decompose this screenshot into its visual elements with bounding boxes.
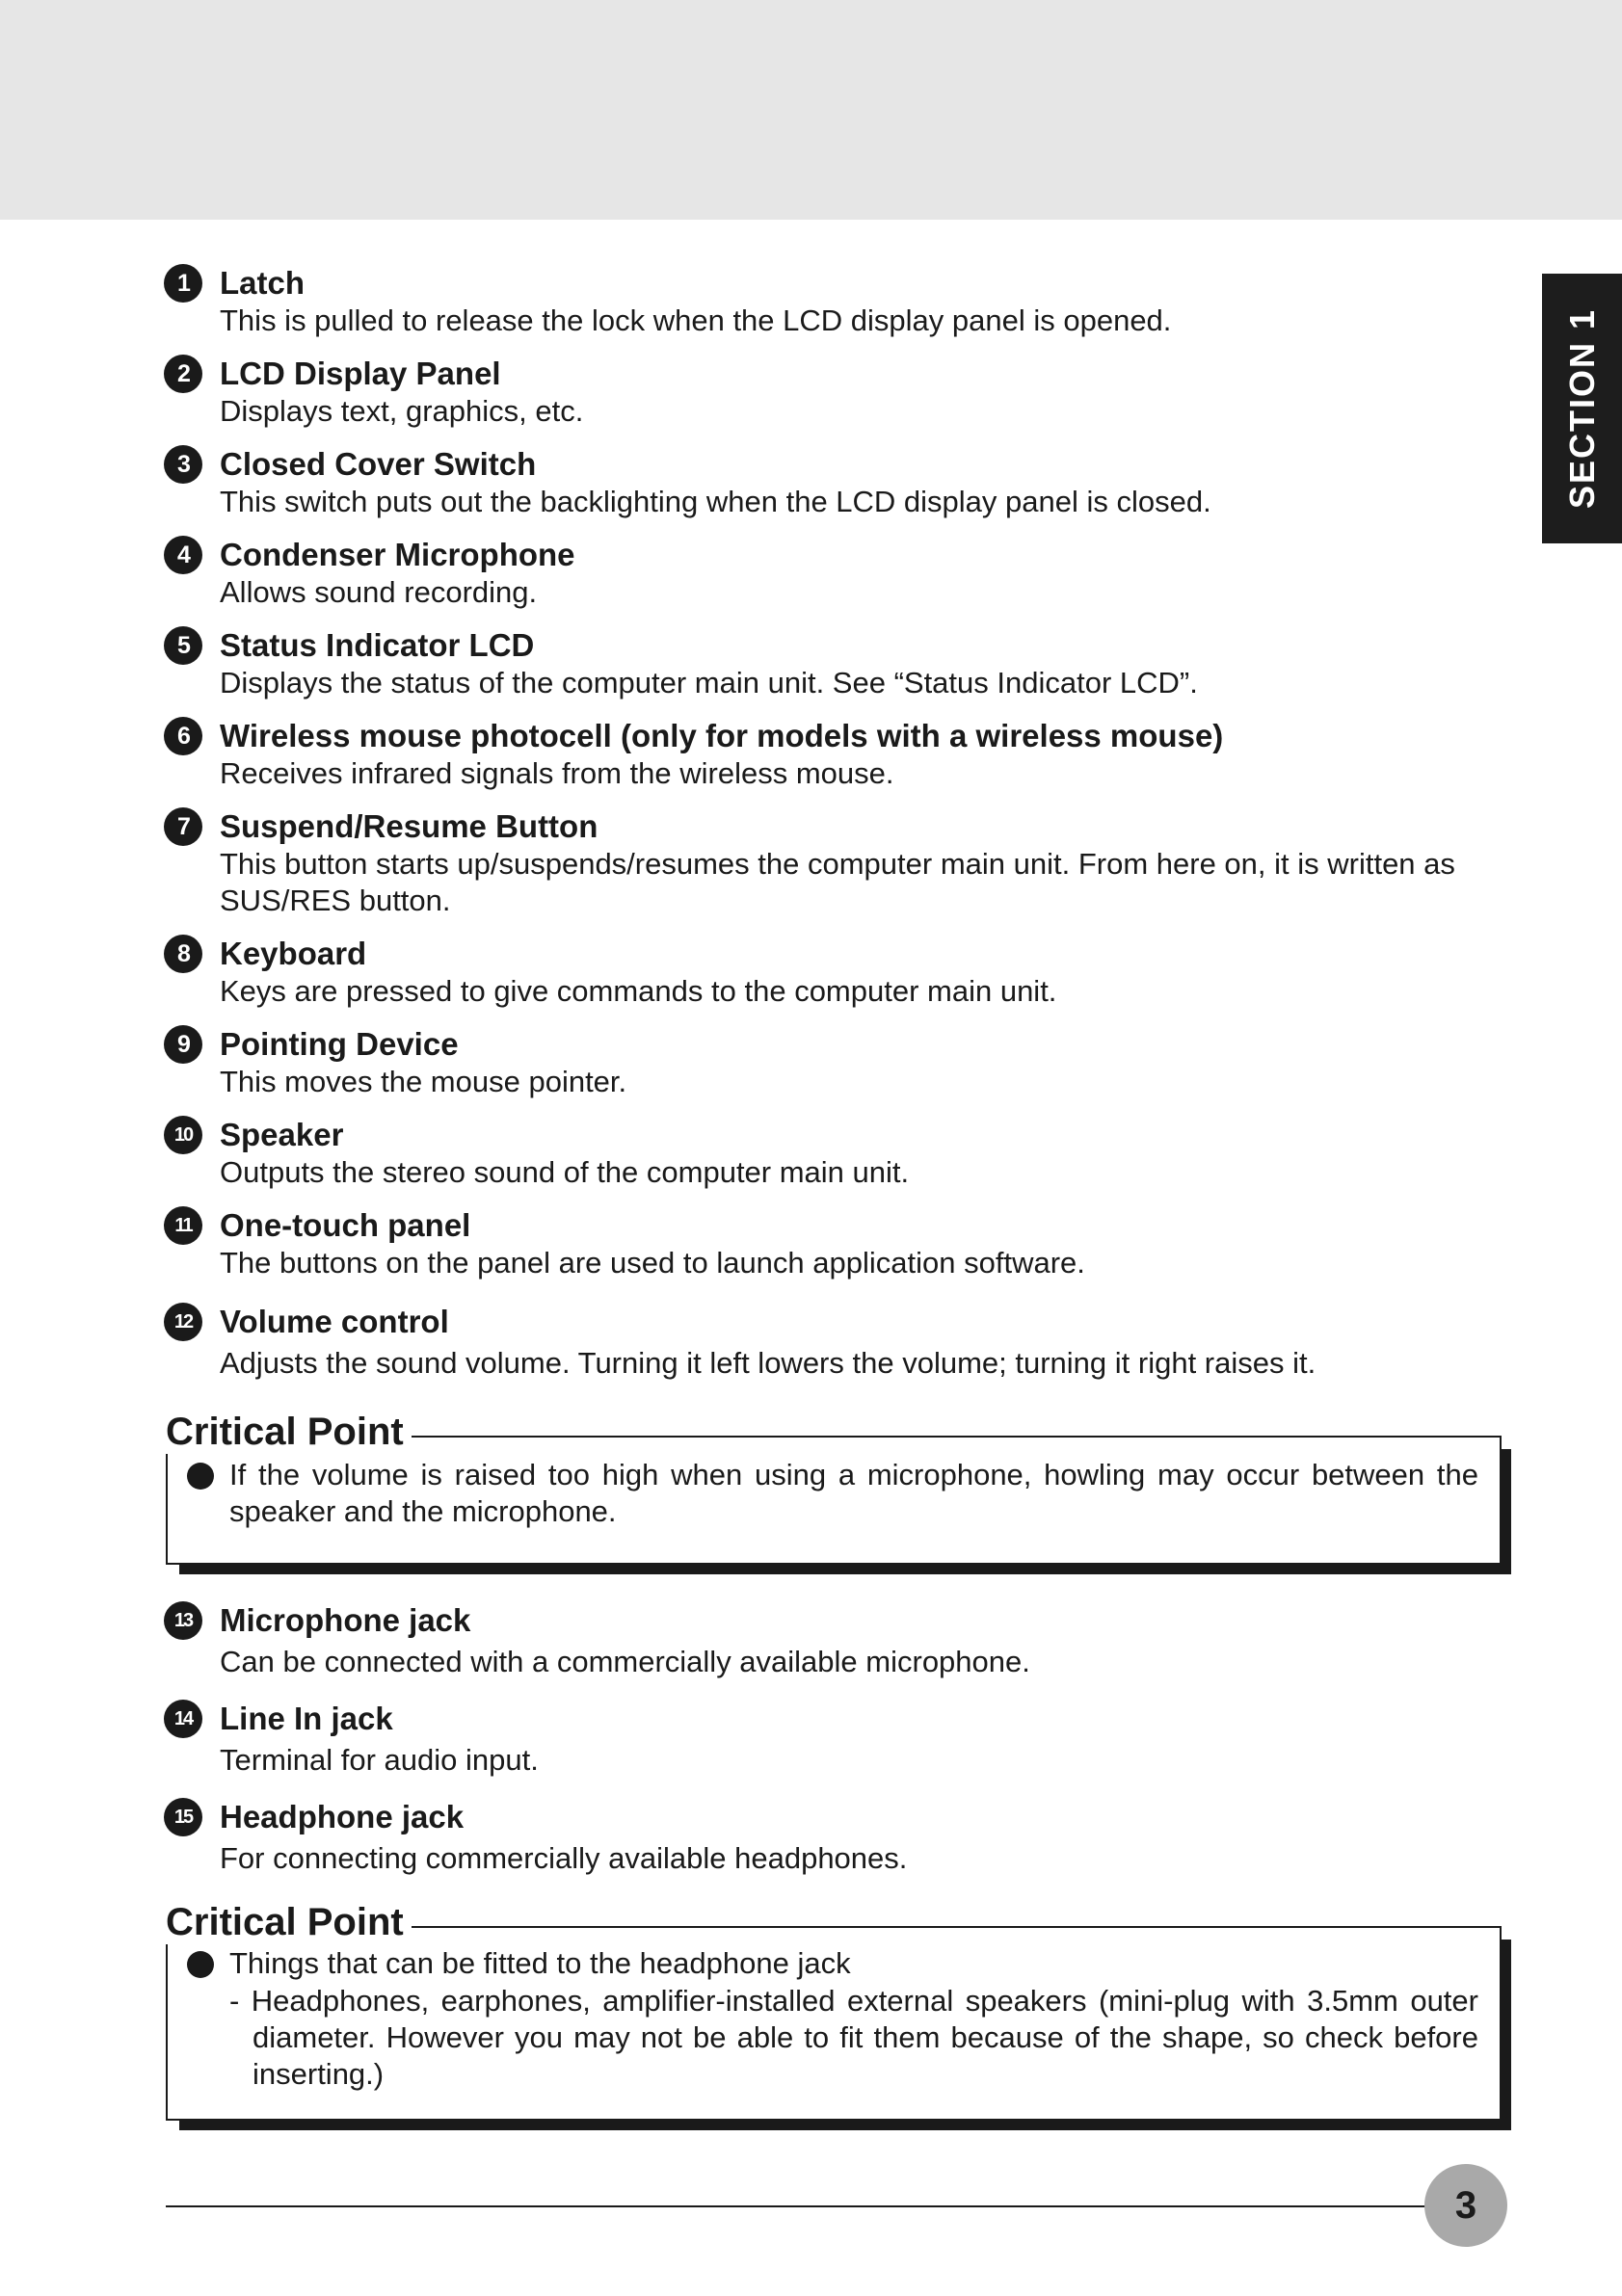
section-tab — [1542, 274, 1622, 543]
item-title: Speaker — [220, 1117, 344, 1152]
critical-point-text: If the volume is raised too high when using a microphone, howling may occur between the speaker and the microphone. — [229, 1458, 1478, 1528]
item-title: Suspend/Resume Button — [220, 808, 598, 844]
item-description: Allows sound recording. — [220, 575, 538, 609]
item-description: Displays text, graphics, etc. — [220, 394, 584, 428]
item-description: Keys are pressed to give commands to the computer main unit. — [220, 974, 1057, 1008]
item-number: 5 — [164, 626, 202, 665]
item-number: 7 — [164, 807, 202, 846]
footer-rule — [166, 2205, 1467, 2207]
critical-point-title: Critical Point — [166, 1900, 412, 1944]
item-title: Status Indicator LCD — [220, 627, 535, 663]
item-number: 14 — [164, 1700, 202, 1738]
item-description: Displays the status of the computer main unit. See “Status Indicator LCD”. — [220, 666, 1198, 699]
item-title: Keyboard — [220, 936, 367, 971]
bullet-icon — [187, 1951, 214, 1978]
item-number: 2 — [164, 355, 202, 393]
item-description: Can be connected with a commercially available microphone. — [220, 1645, 1030, 1678]
item-description: Terminal for audio input. — [220, 1743, 539, 1777]
item-description: Outputs the stereo sound of the computer main unit. — [220, 1155, 910, 1189]
item-number: 6 — [164, 717, 202, 755]
item-title: Headphone jack — [220, 1799, 465, 1834]
item-title: Pointing Device — [220, 1026, 459, 1062]
item-number: 3 — [164, 445, 202, 484]
critical-point-title: Critical Point — [166, 1410, 412, 1454]
item-description: This button starts up/suspends/resumes the computer main unit. From here on, it is written as SUS/RES button. — [220, 847, 1455, 917]
item-title: Line In jack — [220, 1701, 393, 1736]
item-title: Wireless mouse photocell (only for models with a wireless mouse) — [220, 718, 1224, 753]
item-number: 12 — [164, 1303, 202, 1341]
item-number: 15 — [164, 1798, 202, 1836]
item-number: 9 — [164, 1025, 202, 1064]
item-description: The buttons on the panel are used to launch application software. — [220, 1246, 1085, 1280]
item-description: This switch puts out the backlighting when the LCD display panel is closed. — [220, 485, 1211, 518]
item-title: Microphone jack — [220, 1602, 471, 1638]
critical-point-text: Things that can be fitted to the headphone jack — [229, 1946, 851, 1980]
item-title: Volume control — [220, 1304, 449, 1339]
item-title: LCD Display Panel — [220, 356, 501, 391]
critical-point-subtext: - Headphones, earphones, amplifier-installed external speakers (mini-plug with 3.5mm outer diameter. However you may not be able to fit them because of the shape, so check before inserting.) — [229, 1984, 1478, 2091]
item-number: 13 — [164, 1601, 202, 1640]
item-number: 10 — [164, 1116, 202, 1154]
item-title: One-touch panel — [220, 1207, 471, 1243]
item-title: Condenser Microphone — [220, 537, 575, 572]
section-tab-label: SECTION 1 — [1561, 307, 1602, 510]
item-description: Adjusts the sound volume. Turning it left lowers the volume; turning it right raises it. — [220, 1346, 1316, 1380]
item-description: This moves the mouse pointer. — [220, 1065, 627, 1098]
header-band — [0, 0, 1622, 220]
page-number: 3 — [1424, 2164, 1507, 2247]
item-description: For connecting commercially available headphones. — [220, 1841, 908, 1875]
bullet-icon — [187, 1463, 214, 1490]
item-description: This is pulled to release the lock when the LCD display panel is opened. — [220, 303, 1172, 337]
item-number: 4 — [164, 536, 202, 574]
item-description: Receives infrared signals from the wireless mouse. — [220, 756, 894, 790]
item-title: Latch — [220, 265, 306, 301]
item-title: Closed Cover Switch — [220, 446, 537, 482]
item-number: 1 — [164, 264, 202, 303]
item-number: 8 — [164, 935, 202, 973]
item-number: 11 — [164, 1206, 202, 1245]
